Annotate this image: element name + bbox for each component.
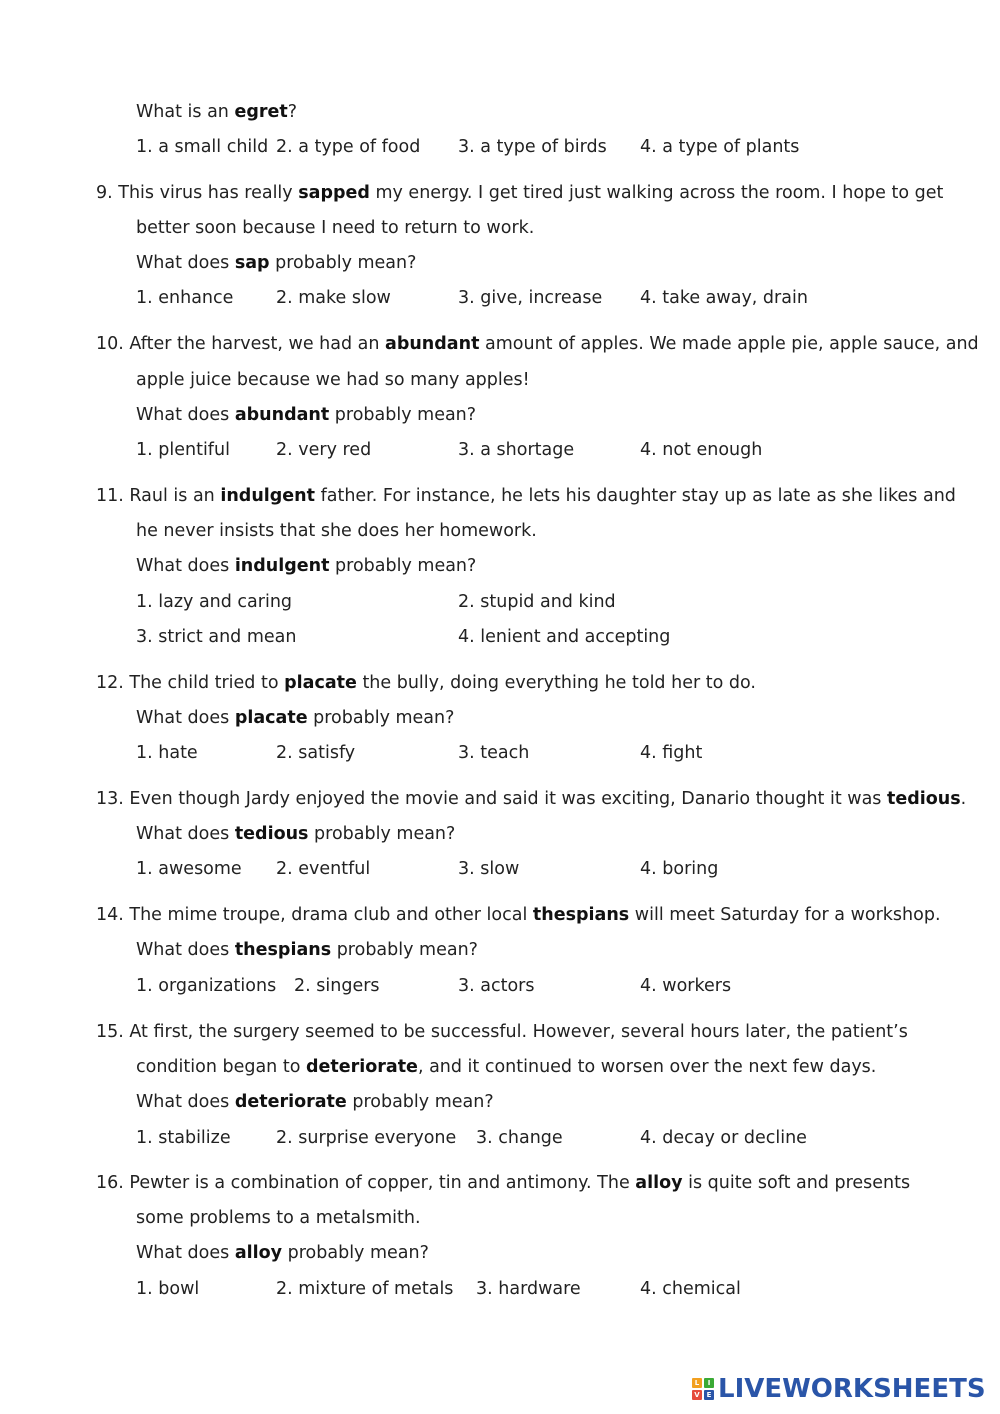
answer-option[interactable]: 4. decay or decline [640, 1128, 807, 1148]
answer-option[interactable]: 3. a shortage [458, 440, 575, 460]
text-segment: , and it continued to worsen over the next few days. [417, 1057, 877, 1077]
answer-option[interactable]: 1. stabilize [136, 1128, 231, 1148]
vocabulary-word: indulgent [220, 486, 316, 506]
answer-option[interactable]: 4. chemical [640, 1279, 741, 1299]
text-segment: probably mean? [269, 253, 417, 273]
text-segment: probably mean? [329, 556, 477, 576]
text-segment: What does [136, 1243, 235, 1263]
text-segment: What does [136, 708, 235, 728]
vocabulary-word: placate [284, 673, 357, 693]
answer-option[interactable]: 2. a type of food [276, 137, 421, 157]
vocabulary-word: abundant [385, 334, 480, 354]
text-segment: 13. Even though Jardy enjoyed the movie and said it was exciting, Danario thought it was [96, 789, 887, 809]
answer-option[interactable]: 2. eventful [276, 859, 371, 879]
vocabulary-word: deteriorate [234, 1092, 347, 1112]
answer-option[interactable]: 3. hardware [476, 1279, 581, 1299]
logo-text: LIVEWORKSHEETS [718, 1374, 986, 1404]
text-segment: apple juice because we had so many apples! [136, 370, 530, 390]
vocabulary-word: thespians [234, 940, 332, 960]
logo-icon-cell: V [692, 1390, 702, 1400]
answer-option[interactable]: 3. a type of birds [458, 137, 607, 157]
vocabulary-word: abundant [234, 405, 330, 425]
question-prompt [136, 251, 416, 275]
answer-option[interactable]: 2. satisfy [276, 743, 356, 763]
answer-option[interactable]: 3. teach [458, 743, 530, 763]
vocabulary-word: tedious [234, 824, 309, 844]
answer-option[interactable]: 4. fight [640, 743, 703, 763]
answer-option[interactable]: 1. plentiful [136, 440, 230, 460]
text-segment: 14. The mime troupe, drama club and other local [96, 905, 533, 925]
question-prompt [136, 554, 476, 578]
text-segment: What does [136, 253, 235, 273]
vocabulary-word: alloy [635, 1173, 683, 1193]
text-segment: . [960, 789, 967, 809]
text-segment: some problems to a metalsmith. [136, 1208, 421, 1228]
text-segment: will meet Saturday for a workshop. [629, 905, 941, 925]
question-prompt [136, 100, 297, 124]
liveworksheets-logo-icon [692, 1378, 714, 1400]
question-text-continued [136, 519, 537, 543]
text-segment: probably mean? [346, 1092, 494, 1112]
text-segment: ? [287, 102, 298, 122]
question-text-continued [136, 368, 530, 392]
question-prompt [136, 1090, 494, 1114]
question-text-continued [136, 1055, 876, 1079]
text-segment: 16. Pewter is a combination of copper, tin and antimony. The [96, 1173, 636, 1193]
vocabulary-word: egret [234, 102, 288, 122]
logo-icon-cell: I [704, 1378, 714, 1388]
answer-option[interactable]: 4. boring [640, 859, 719, 879]
question-text [96, 1020, 908, 1044]
answer-option[interactable]: 1. a small child [136, 137, 269, 157]
answer-option[interactable]: 2. stupid and kind [458, 592, 616, 612]
answer-option[interactable]: 1. organizations [136, 976, 277, 996]
text-segment: 9. This virus has really [96, 183, 299, 203]
text-segment: better soon because I need to return to work. [136, 218, 535, 238]
answer-option[interactable]: 1. bowl [136, 1279, 200, 1299]
text-segment: 10. After the harvest, we had an [96, 334, 386, 354]
answer-option[interactable]: 3. change [476, 1128, 563, 1148]
text-segment: 11. Raul is an [96, 486, 221, 506]
question-text [96, 903, 941, 927]
answer-option[interactable]: 4. take away, drain [640, 288, 808, 308]
vocabulary-word: deteriorate [305, 1057, 418, 1077]
answer-option[interactable]: 4. workers [640, 976, 732, 996]
vocabulary-word: sapped [298, 183, 370, 203]
answer-option[interactable]: 2. make slow [276, 288, 391, 308]
logo-icon-cell: E [704, 1390, 714, 1400]
text-segment: What does [136, 1092, 235, 1112]
text-segment: probably mean? [308, 824, 456, 844]
text-segment: What does [136, 824, 235, 844]
answer-option[interactable]: 1. awesome [136, 859, 242, 879]
liveworksheets-logo[interactable] [692, 1372, 986, 1406]
answer-option[interactable]: 4. lenient and accepting [458, 627, 671, 647]
text-segment: 15. At first, the surgery seemed to be successful. However, several hours later, the patient’s [96, 1022, 908, 1042]
text-segment: probably mean? [307, 708, 455, 728]
answer-option[interactable]: 3. slow [458, 859, 520, 879]
question-prompt [136, 706, 454, 730]
question-text [96, 1171, 910, 1195]
vocabulary-word: placate [234, 708, 308, 728]
question-text [96, 787, 966, 811]
text-segment: What is an [136, 102, 235, 122]
answer-option[interactable]: 2. mixture of metals [276, 1279, 454, 1299]
answer-option[interactable]: 1. hate [136, 743, 198, 763]
answer-option[interactable]: 1. enhance [136, 288, 234, 308]
answer-option[interactable]: 4. not enough [640, 440, 763, 460]
question-text [96, 484, 956, 508]
text-segment: 12. The child tried to [96, 673, 285, 693]
text-segment: amount of apples. We made apple pie, apple sauce, and [479, 334, 979, 354]
vocabulary-word: indulgent [234, 556, 330, 576]
vocabulary-word: sap [234, 253, 270, 273]
text-segment: probably mean? [331, 940, 478, 960]
text-segment: condition began to [136, 1057, 306, 1077]
answer-option[interactable]: 4. a type of plants [640, 137, 800, 157]
answer-option[interactable]: 3. actors [458, 976, 535, 996]
question-text [96, 181, 943, 205]
vocabulary-word: tedious [886, 789, 961, 809]
answer-option[interactable]: 3. strict and mean [136, 627, 297, 647]
answer-option[interactable]: 1. lazy and caring [136, 592, 293, 612]
text-segment: he never insists that she does her homework. [136, 521, 537, 541]
vocabulary-word: alloy [234, 1243, 283, 1263]
text-segment: What does [136, 405, 235, 425]
answer-option[interactable]: 2. very red [276, 440, 372, 460]
question-text-continued [136, 216, 534, 240]
question-prompt [136, 403, 476, 427]
answer-option[interactable]: 2. singers [294, 976, 380, 996]
vocabulary-word: thespians [532, 905, 630, 925]
question-prompt [136, 1241, 429, 1265]
text-segment: my energy. I get tired just walking across the room. I hope to get [369, 183, 944, 203]
question-text [96, 671, 756, 695]
text-segment: father. For instance, he lets his daughter stay up as late as she likes and [315, 486, 956, 506]
text-segment: What does [136, 556, 235, 576]
logo-icon-cell: L [692, 1378, 702, 1388]
question-text [96, 332, 979, 356]
text-segment: probably mean? [329, 405, 477, 425]
text-segment: the bully, doing everything he told her to do. [356, 673, 756, 693]
answer-option[interactable]: 3. give, increase [458, 288, 603, 308]
text-segment: probably mean? [282, 1243, 429, 1263]
answer-option[interactable]: 2. surprise everyone [276, 1128, 457, 1148]
question-text-continued [136, 1206, 421, 1230]
question-prompt [136, 938, 478, 962]
text-segment: What does [136, 940, 235, 960]
question-prompt [136, 822, 455, 846]
text-segment: is quite soft and presents [682, 1173, 911, 1193]
